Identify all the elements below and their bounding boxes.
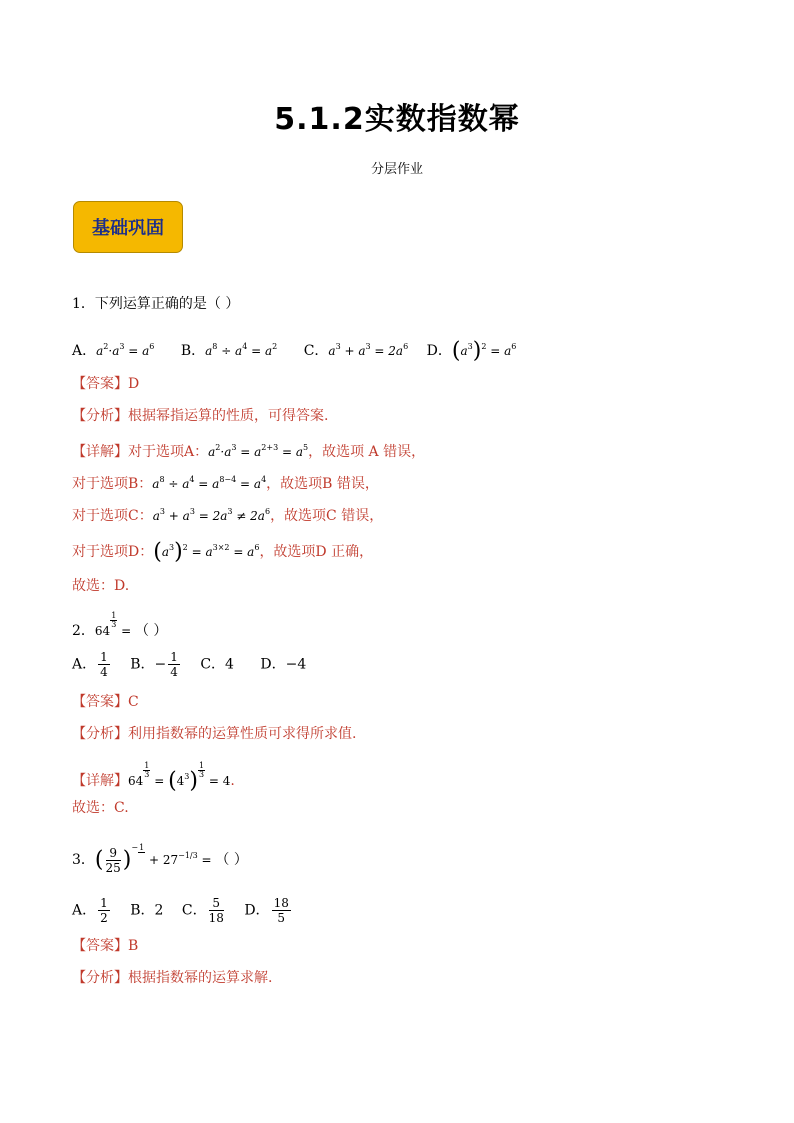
question-1-conclusion: 故选：D.	[72, 578, 130, 594]
question-2-stem: 2．64 $\frac{1}{3}$ = （ ）	[72, 611, 168, 639]
page-subtitle: 分层作业	[370, 162, 423, 177]
question-3-analysis: 【分析】根据指数幂的运算求解.	[72, 970, 273, 986]
page-title: 5.1.2实数指数幂	[274, 102, 520, 137]
question-2-conclusion: 故选：C.	[72, 800, 129, 816]
question-2-options: A． $\frac{1}{4}$ B．− $\frac{1}{4}$ C．4 D．−4	[72, 650, 307, 679]
section-badge-label: 基础巩固	[92, 218, 164, 239]
question-3-stem: 3．( $\frac{9}{25}$ )$-1 + 27^{-1/3}$ = （ ）	[72, 843, 248, 875]
question-1-detail-a: 【详解】对于选项A：$a^2\cdot a^3 = a^{2+3} = a^5$，故选项 A 错误，	[72, 443, 426, 460]
question-2-detail: 【详解】64 $\frac{1}{3}$ = $(4^3)$ $\frac{1}{3}$ = 4.	[72, 761, 235, 794]
question-1-options: A．$a^2\cdot a^3 = a^6$ B．$a^8 \div a^4 = a^2$ C．$a^3 + a^3 = 2a^6$ D．$(a^3)^2 = a^6$	[72, 338, 517, 364]
question-1-answer: 【答案】D	[72, 376, 140, 392]
question-1-stem: 1．下列运算正确的是（ ）	[72, 296, 240, 312]
question-1-analysis: 【分析】根据幂指运算的性质，可得答案.	[72, 408, 329, 424]
question-1-detail-d: 对于选项D：$(a^3)^2 = a^{3\times 2} = a^6$，故选项D 正确，	[72, 539, 374, 565]
question-2-answer: 【答案】C	[72, 694, 139, 710]
question-3-answer: 【答案】B	[72, 938, 139, 954]
question-2-analysis: 【分析】利用指数幂的运算性质可求得所求值.	[72, 726, 357, 742]
question-1-detail-b: 对于选项B：$a^8 \div a^4 = a^{8-4} = a^4$，故选项B 错误，	[72, 475, 379, 492]
question-1-detail-c: 对于选项C：$a^3 + a^3 = 2a^3 \ne 2a^6$，故选项C 错误，	[72, 507, 384, 524]
question-3-options: A． $\frac{1}{2}$ B．2 C． $\frac{5}{18}$ D． $\frac{18}{5}$	[72, 896, 289, 925]
section-badge	[73, 201, 183, 253]
